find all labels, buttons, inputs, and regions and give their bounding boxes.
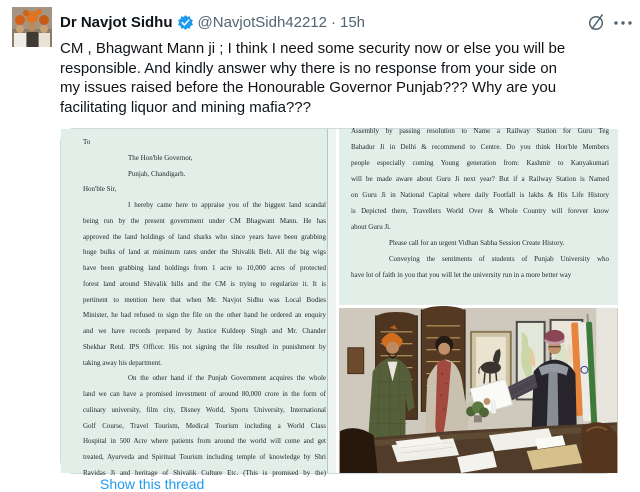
document-line: about Guru Ji. xyxy=(351,223,391,231)
media-attachment-group xyxy=(60,127,618,477)
document-line: and we have records prepared by Justice Kuldeep Singh and Mr. Chander xyxy=(83,327,326,335)
tweet-header xyxy=(60,12,365,32)
document-line: land we can have a promised investment of around 80,000 crore in the form of xyxy=(83,390,326,398)
document-line: Bahadur Ji in Delhi & recommend to Centre. Do you think Hon'ble Members xyxy=(351,143,609,151)
document-line: Assembly by passing resolution to Name a Railway Station for Guru Teg xyxy=(351,127,609,135)
avatar[interactable] xyxy=(12,7,52,47)
document-line: Minister, he had refused to sign the file on the other hand he ordered an enquiry xyxy=(83,311,326,320)
document-line: To xyxy=(83,138,91,146)
document-line: I hereby came here to appraise you of the biggest land scandal xyxy=(128,201,326,209)
document-line: Punjab, Chandigarh. xyxy=(128,169,186,178)
tweet-text-line: facilitating liquor and mining mafia??? xyxy=(60,98,311,116)
document-line: Shekhar Retd. IPS Officer. His not signing the file resulted in punishment by xyxy=(83,342,326,351)
document-line: Conveying the sentiments of students of Punjab University who xyxy=(389,255,609,263)
document-line: have lot of faith in you that you will let the university run in a more better way xyxy=(351,271,572,279)
document-line: people especially coming Young generation from: Kashmir to Kanyakumari xyxy=(351,159,609,167)
grok-slash-circle-icon xyxy=(586,12,606,32)
woman-hand xyxy=(483,398,490,405)
document-line: Hospital in 500 Acre where patients from around the world will come and get xyxy=(83,437,326,446)
letter-text-right xyxy=(351,123,609,283)
document-line: culinary university, film city, Disney World, Sports University, International xyxy=(83,405,326,414)
timestamp[interactable]: 15h xyxy=(340,13,366,31)
document-line: The Hon'ble Governor, xyxy=(128,153,193,162)
document-line: treated, Ayurveda and Spiritual Tourism including temple of knowledge by Shri xyxy=(83,453,326,461)
document-line: Ravidas Ji and heritage of Shivalik Culture Etc. (This is promised by the) xyxy=(83,468,326,477)
more-options-button[interactable] xyxy=(612,12,634,32)
document-line: on Guru Ji in National Capital where daily Footfall is lakhs & His Life History xyxy=(351,191,609,199)
chair-left xyxy=(340,428,378,473)
document-line: is Depicted there, Travellers World Over & Whole Country will forever know xyxy=(351,207,609,215)
partial-link-text[interactable]: Show this thread xyxy=(100,476,205,492)
sanitizer-bottle xyxy=(491,399,496,413)
document-line: pertinent to mention here that when Mr. Navjot Sidhu was Local Bodies xyxy=(83,295,326,304)
verified-badge-icon xyxy=(177,14,194,31)
document-line: Hon'ble Sir, xyxy=(83,185,117,194)
avatar-crowd-image xyxy=(12,7,52,47)
letter-image-governor[interactable] xyxy=(61,129,336,477)
user-handle[interactable]: @NavjotSidh42212 xyxy=(197,13,327,31)
document-line: will be made aware about Guru Ji next year? But if a Railway Station is Named xyxy=(351,175,609,183)
document-line: being run by the present government under CM Bhagwant Mann. He has xyxy=(83,216,326,225)
grok-actions-button[interactable] xyxy=(586,12,606,32)
document-line: forest land around Shivalik hills and the CM is trying to regularize it. It is xyxy=(83,279,326,288)
document-line: Please call for an urgent Vidhan Sabha Session Create History. xyxy=(389,239,565,247)
tweet-text xyxy=(60,39,630,117)
letter-image-guru-ji[interactable] xyxy=(339,129,618,305)
document-line: have been grabbing land holdings from 1 acre to 10,000 acres of protected xyxy=(83,264,326,272)
document-line: huge bulks of land at minimum rates under the Shivalik Belt. All the big wigs xyxy=(83,248,326,257)
tweet-text-line: responsible. And kindly answer why there is no response from your side on xyxy=(60,59,557,77)
office-photo-illustration xyxy=(339,308,618,473)
photo-image-office-meeting[interactable] xyxy=(339,308,618,473)
separator-dot: · xyxy=(331,13,336,31)
document-line: approved the land holdings of land sharks who since years have been grabbing xyxy=(83,232,326,241)
tweet-text-line: my issues raised before the Honourable Governor Punjab??? Why are you xyxy=(60,79,557,96)
display-name[interactable]: Dr Navjot Sidhu xyxy=(60,13,173,31)
ellipsis-icon xyxy=(612,12,634,32)
tweet-text-line: CM , Bhagwant Mann ji ; I think I need some security now or else you will be xyxy=(60,40,566,57)
document-line: On the other hand if the Punjab Government acquires the whole xyxy=(128,374,326,383)
document-line: Golf Course, Travel Tourism, Medical Tourism including a World Class xyxy=(83,421,326,430)
document-line: taking away his department. xyxy=(83,358,162,367)
